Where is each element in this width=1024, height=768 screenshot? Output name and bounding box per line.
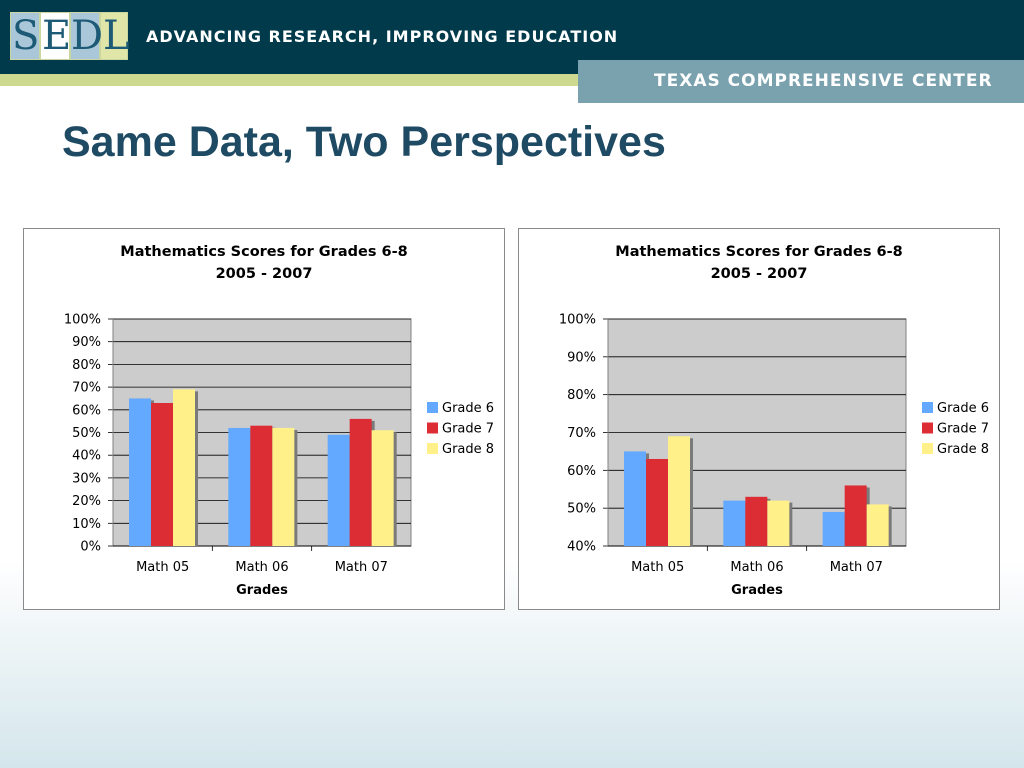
bar [668, 436, 690, 546]
bar [372, 430, 394, 546]
bar [228, 428, 250, 546]
center-name: TEXAS COMPREHENSIVE CENTER [654, 71, 993, 91]
y-tick-label: 70% [72, 380, 101, 396]
bar [845, 485, 867, 546]
y-tick-label: 50% [567, 501, 596, 517]
accent-stripe [0, 74, 580, 86]
y-tick-label: 60% [72, 403, 101, 419]
y-tick-label: 90% [72, 335, 101, 351]
x-tick-label: Math 07 [829, 560, 883, 575]
bar [624, 451, 646, 546]
y-tick-label: 50% [72, 426, 101, 441]
legend-swatch [922, 402, 933, 413]
sedl-logo [10, 12, 130, 62]
bar [272, 428, 294, 546]
y-tick-label: 100% [63, 312, 101, 328]
y-tick-label: 20% [72, 494, 101, 510]
y-tick-label: 10% [72, 516, 101, 532]
bar [823, 512, 845, 546]
tagline: ADVANCING RESEARCH, IMPROVING EDUCATION [146, 27, 619, 46]
bar [646, 459, 668, 546]
legend-swatch [427, 423, 438, 434]
y-tick-label: 40% [72, 448, 101, 464]
legend-swatch [922, 423, 933, 434]
slide-title: Same Data, Two Perspectives [62, 118, 666, 166]
y-tick-label: 30% [72, 471, 101, 487]
y-tick-label: 80% [567, 388, 596, 404]
y-tick-label: 40% [567, 539, 596, 555]
logo-letter-s: S [12, 13, 40, 59]
bar [328, 435, 350, 546]
bar [151, 403, 173, 546]
chart-svg-left [24, 229, 504, 609]
legend-swatch [427, 402, 438, 413]
legend-swatch [427, 443, 438, 454]
legend-swatch [922, 443, 933, 454]
legend-label: Grade 8 [937, 442, 990, 457]
legend-label: Grade 8 [442, 442, 495, 457]
bar [767, 501, 789, 546]
bar [723, 501, 745, 546]
y-tick-label: 80% [72, 357, 101, 373]
chart-title: Mathematics Scores for Grades 6-8 [120, 244, 408, 260]
y-tick-label: 100% [558, 312, 596, 328]
bar [867, 504, 889, 546]
logo-letter-d: D [71, 13, 104, 59]
y-tick-label: 90% [567, 350, 596, 366]
bar [173, 389, 195, 546]
legend-label: Grade 7 [442, 421, 495, 437]
chart-title: Mathematics Scores for Grades 6-8 [615, 244, 903, 260]
bar [250, 426, 272, 546]
bar [745, 497, 767, 546]
bar [129, 398, 151, 546]
bar [350, 419, 372, 546]
x-tick-label: Math 07 [334, 560, 388, 575]
chart-panel-left [23, 228, 505, 610]
chart-subtitle: 2005 - 2007 [710, 266, 808, 282]
x-axis-title: Grades [236, 583, 288, 598]
x-tick-label: Math 05 [631, 560, 685, 575]
logo-letter-l: L [103, 13, 130, 59]
chart-subtitle: 2005 - 2007 [215, 266, 313, 282]
x-axis-title: Grades [731, 583, 783, 598]
legend-label: Grade 6 [937, 401, 990, 416]
y-tick-label: 60% [567, 463, 596, 479]
legend-label: Grade 6 [442, 401, 495, 416]
chart-panel-right [518, 228, 1000, 610]
x-tick-label: Math 06 [235, 560, 289, 575]
center-banner [578, 60, 1024, 103]
x-tick-label: Math 06 [730, 560, 784, 575]
y-tick-label: 0% [80, 539, 101, 555]
legend-label: Grade 7 [937, 421, 990, 437]
logo-letter-e: E [42, 13, 72, 59]
chart-svg-right [519, 229, 999, 609]
y-tick-label: 70% [567, 426, 596, 441]
x-tick-label: Math 05 [136, 560, 190, 575]
